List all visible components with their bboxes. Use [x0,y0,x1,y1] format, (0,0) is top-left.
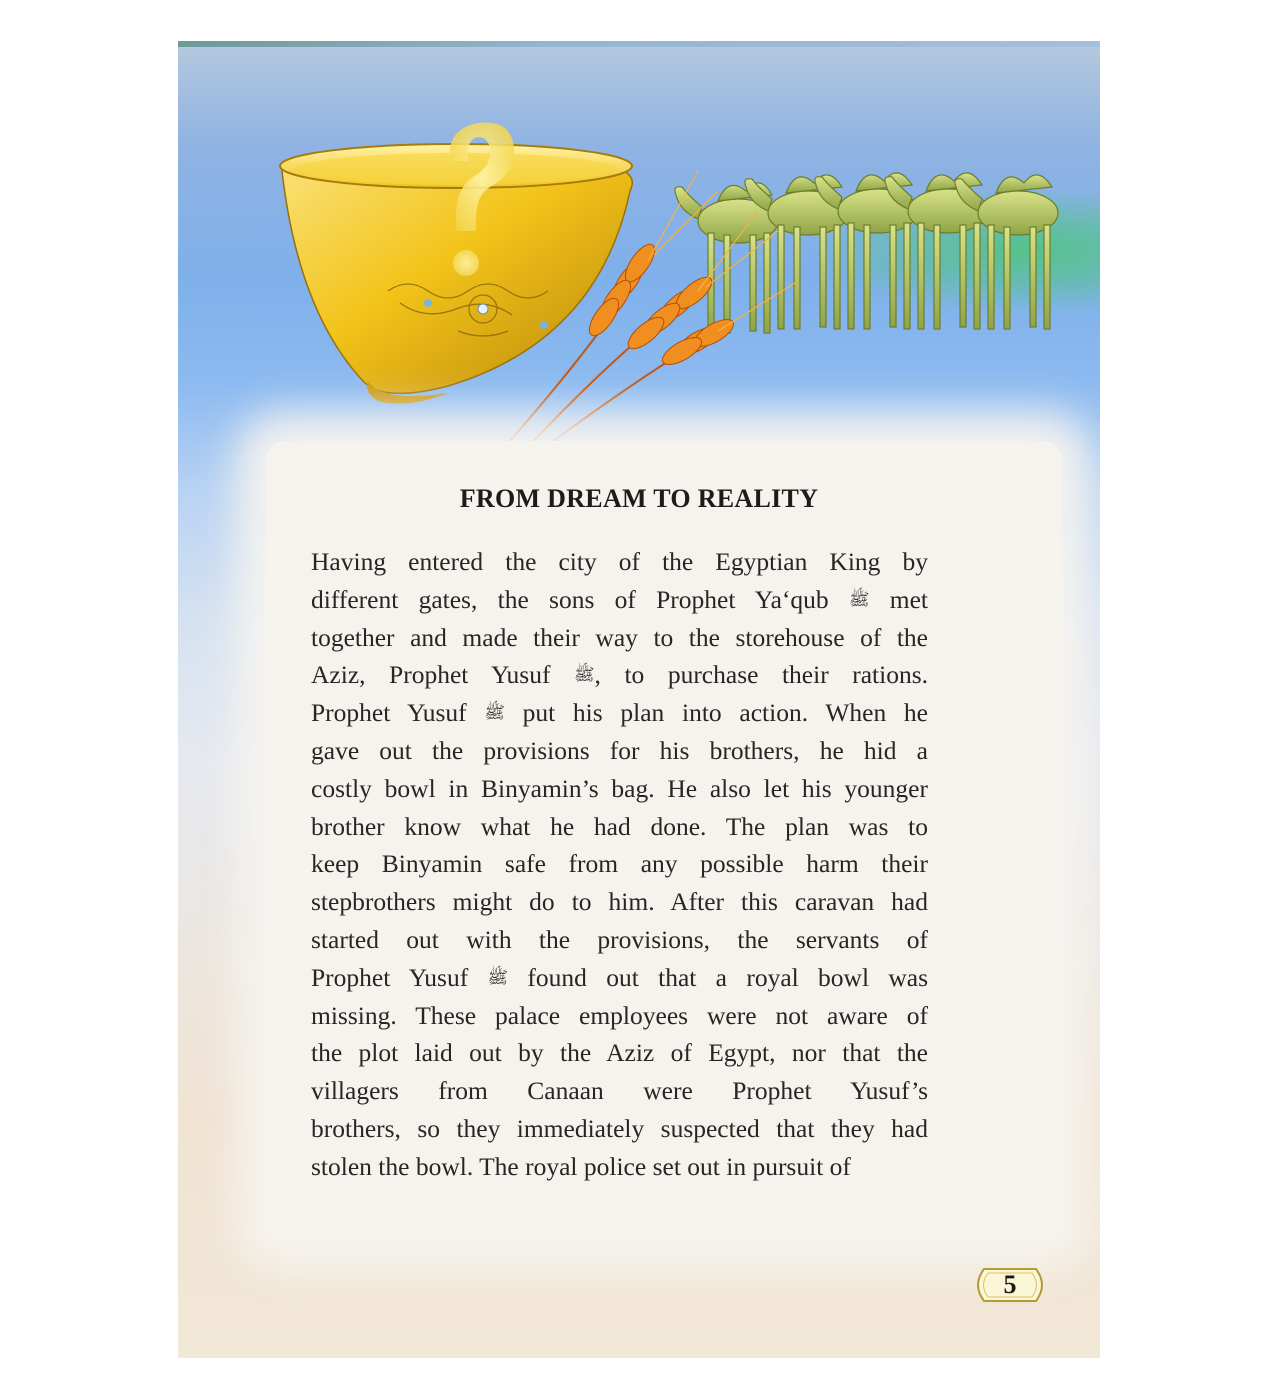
story-line-text: different gates, the sons of Prophet Ya‘qub [311,584,829,614]
story-line [311,619,928,657]
story-line [311,883,928,921]
story-line-text: Prophet Yusuf [311,698,467,728]
story-line [311,694,928,732]
story-line [311,1148,928,1186]
camel-caravan-icon [675,173,1058,333]
story-line-text-after: met [869,584,928,614]
story-line-text: stolen the bowl. The royal police set out in pursuit of [311,1151,851,1181]
story-line-text-after: found out that a royal bowl was [508,962,929,992]
story-line [311,808,928,846]
story-line-text: missing. These palace employees were not aware of [311,1000,928,1030]
story-text [311,543,928,1186]
golden-bowl-icon [280,144,632,404]
story-line [311,1110,928,1148]
honorific-mark: ﷺ [574,665,595,685]
story-line-text: gave out the provisions for his brothers, he hid a [311,735,928,765]
story-line-text: started out with the provisions, the servants of [311,924,928,954]
story-line [311,997,928,1035]
story-line-text: Having entered the city of the Egyptian King by [311,547,928,576]
story-line [311,770,928,808]
story-line [311,656,928,694]
story-line [311,543,928,581]
story-line [311,845,928,883]
story-line-text: the plot laid out by the Aziz of Egypt, nor that the [311,1038,928,1068]
story-line-text-after: , to purchase their rations. [594,660,928,690]
honorific-mark: ﷺ [848,589,870,609]
story-line-text: together and made their way to the storehouse of the [311,622,928,652]
story-line-text: Aziz, Prophet Yusuf [311,660,551,690]
story-line [311,1034,928,1072]
story-line-text: brother know what he had done. The plan was to [311,811,928,841]
story-line-text: stepbrothers might do to him. After this caravan had [311,887,928,917]
page-title: FROM DREAM TO REALITY [459,484,819,513]
story-line [311,732,928,770]
story-line-text-after: put his plan into action. When he [504,698,928,728]
illustration [178,41,1100,481]
honorific-mark: ﷺ [487,967,509,987]
story-line [311,959,928,997]
story-line-text: brothers, so they immediately suspected that they had [311,1113,928,1143]
story-line [311,581,928,619]
honorific-mark: ﷺ [484,703,505,723]
book-page [178,41,1100,1358]
story-line [311,921,928,959]
story-line [311,1072,928,1110]
story-line-text: costly bowl in Binyamin’s bag. He also let his younger [311,773,928,803]
story-line-text: villagers from Canaan were Prophet Yusuf’s [311,1076,928,1106]
story-line-text: keep Binyamin safe from any possible harm their [311,849,928,879]
story-line-text: Prophet Yusuf [311,962,469,992]
page-number: 5 [1003,1270,1017,1299]
